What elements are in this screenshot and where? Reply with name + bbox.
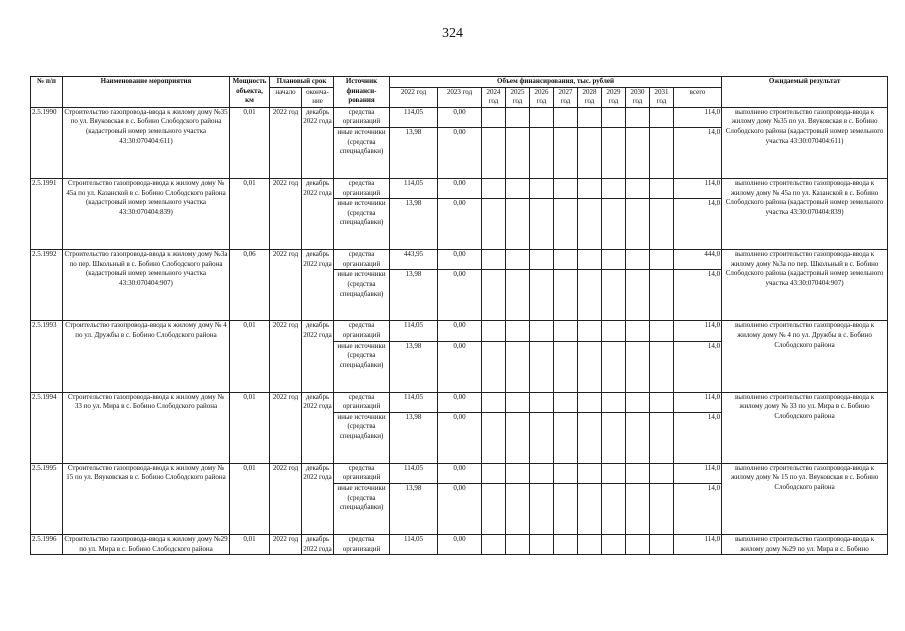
- empty-cell: [626, 412, 650, 463]
- empty-cell: [602, 392, 626, 412]
- value-2022: 13,98: [390, 270, 438, 321]
- empty-cell: [578, 483, 602, 534]
- value-2023: 0,00: [438, 250, 482, 270]
- empty-cell: [530, 392, 554, 412]
- empty-cell: [626, 107, 650, 127]
- end-term: декабрь 2022 года: [302, 250, 334, 321]
- table-header: [31, 77, 888, 108]
- empty-cell: [482, 178, 506, 198]
- empty-cell: [578, 392, 602, 412]
- row-number: 2.5.1993: [31, 321, 63, 392]
- empty-cell: [530, 270, 554, 321]
- header-total: всего: [674, 87, 722, 107]
- value-2022: 443,95: [390, 250, 438, 270]
- empty-cell: [626, 250, 650, 270]
- funding-source: иные источники (средства спецнадбавки): [334, 483, 390, 534]
- value-2022: 114,05: [390, 178, 438, 198]
- empty-cell: [530, 341, 554, 392]
- header-year: 2023 год: [438, 87, 482, 107]
- value-2022: 13,98: [390, 412, 438, 463]
- value-2022: 13,98: [390, 127, 438, 178]
- empty-cell: [650, 127, 674, 178]
- empty-cell: [602, 199, 626, 250]
- empty-cell: [602, 178, 626, 198]
- row-number: 2.5.1991: [31, 178, 63, 249]
- expected-result: выполнено строительство газопровода-ввода к жилому дому №35 по ул. Вяуковская в с. Бобино Слободского района (кадастровый номер земельного участка 43:30:070404:611): [722, 107, 888, 178]
- empty-cell: [650, 534, 674, 554]
- total-value: 114,0: [674, 463, 722, 483]
- value-2023: 0,00: [438, 199, 482, 250]
- value-2022: 13,98: [390, 199, 438, 250]
- table-row: [31, 534, 888, 554]
- empty-cell: [578, 199, 602, 250]
- table-row: [31, 250, 888, 270]
- empty-cell: [482, 534, 506, 554]
- start-term: 2022 год: [270, 392, 302, 463]
- capacity-value: 0,01: [230, 178, 270, 249]
- empty-cell: [506, 250, 530, 270]
- header-year: 2028 год: [578, 87, 602, 107]
- end-term: декабрь 2022 года: [302, 321, 334, 392]
- empty-cell: [506, 534, 530, 554]
- empty-cell: [482, 321, 506, 341]
- start-term: 2022 год: [270, 178, 302, 249]
- empty-cell: [554, 412, 578, 463]
- empty-cell: [602, 412, 626, 463]
- empty-cell: [650, 321, 674, 341]
- capacity-value: 0,01: [230, 534, 270, 554]
- table-row: [31, 463, 888, 483]
- empty-cell: [506, 270, 530, 321]
- empty-cell: [530, 250, 554, 270]
- empty-cell: [626, 463, 650, 483]
- value-2023: 0,00: [438, 270, 482, 321]
- capacity-value: 0,06: [230, 250, 270, 321]
- activity-name: Строительство газопровода-ввода к жилому дому № 4 по ул. Дружбы в с. Бобино Слободского района: [63, 321, 230, 392]
- empty-cell: [554, 270, 578, 321]
- funding-source: иные источники (средства спецнадбавки): [334, 341, 390, 392]
- empty-cell: [554, 321, 578, 341]
- expected-result: выполнено строительство газопровода-ввода к жилому дому № 15 по ул. Вяуковская в с. Бобино Слободского района: [722, 463, 888, 534]
- funding-source: иные источники (средства спецнадбавки): [334, 412, 390, 463]
- header-num: № п/п: [31, 77, 63, 108]
- total-value: 14,0: [674, 199, 722, 250]
- start-term: 2022 год: [270, 250, 302, 321]
- empty-cell: [578, 127, 602, 178]
- header-plan-term: Плановый срок: [270, 77, 334, 88]
- value-2023: 0,00: [438, 463, 482, 483]
- value-2022: 13,98: [390, 341, 438, 392]
- end-term: декабрь 2022 года: [302, 178, 334, 249]
- expected-result: выполнено строительство газопровода-ввода к жилому дому №29 по ул. Мира в с. Бобино: [722, 534, 888, 554]
- empty-cell: [578, 321, 602, 341]
- empty-cell: [482, 270, 506, 321]
- empty-cell: [578, 250, 602, 270]
- empty-cell: [530, 463, 554, 483]
- value-2023: 0,00: [438, 392, 482, 412]
- header-year: 2022 год: [390, 87, 438, 107]
- funding-source: средства организаций: [334, 178, 390, 198]
- total-value: 114,0: [674, 534, 722, 554]
- financing-table: [30, 76, 888, 555]
- empty-cell: [578, 178, 602, 198]
- header-source: Источник финанси-рования: [334, 77, 390, 108]
- value-2023: 0,00: [438, 534, 482, 554]
- funding-source: средства организаций: [334, 392, 390, 412]
- empty-cell: [650, 463, 674, 483]
- value-2023: 0,00: [438, 107, 482, 127]
- empty-cell: [650, 392, 674, 412]
- empty-cell: [602, 250, 626, 270]
- end-term: декабрь 2022 года: [302, 107, 334, 178]
- total-value: 114,0: [674, 392, 722, 412]
- empty-cell: [554, 534, 578, 554]
- header-result: Ожидаемый результат: [722, 77, 888, 108]
- value-2022: 114,05: [390, 463, 438, 483]
- empty-cell: [602, 127, 626, 178]
- empty-cell: [578, 341, 602, 392]
- empty-cell: [530, 107, 554, 127]
- table-row: [31, 321, 888, 341]
- empty-cell: [530, 412, 554, 463]
- empty-cell: [650, 270, 674, 321]
- empty-cell: [506, 392, 530, 412]
- empty-cell: [626, 321, 650, 341]
- funding-source: иные источники (средства спецнадбавки): [334, 199, 390, 250]
- empty-cell: [650, 250, 674, 270]
- empty-cell: [530, 321, 554, 341]
- row-number: 2.5.1996: [31, 534, 63, 554]
- empty-cell: [554, 463, 578, 483]
- empty-cell: [554, 107, 578, 127]
- empty-cell: [482, 199, 506, 250]
- activity-name: Строительство газопровода-ввода к жилому дому №35 по ул. Вяуковская в с. Бобино Слободского района (кадастровый номер земельного участка 43:30:070404:611): [63, 107, 230, 178]
- value-2022: 114,05: [390, 534, 438, 554]
- empty-cell: [482, 250, 506, 270]
- header-capacity: Мощность объекта, км: [230, 77, 270, 108]
- header-year: 2029 год: [602, 87, 626, 107]
- header-volume: Объем финансирования, тыс. рублей: [390, 77, 722, 88]
- empty-cell: [578, 107, 602, 127]
- table-row: [31, 107, 888, 127]
- row-number: 2.5.1992: [31, 250, 63, 321]
- capacity-value: 0,01: [230, 463, 270, 534]
- empty-cell: [578, 534, 602, 554]
- empty-cell: [482, 107, 506, 127]
- empty-cell: [530, 178, 554, 198]
- end-term: декабрь 2022 года: [302, 463, 334, 534]
- expected-result: выполнено строительство газопровода-ввода к жилому дому № 4 по ул. Дружбы в с. Бобино Слободского района: [722, 321, 888, 392]
- funding-source: средства организаций: [334, 534, 390, 554]
- empty-cell: [602, 483, 626, 534]
- start-term: 2022 год: [270, 321, 302, 392]
- empty-cell: [554, 250, 578, 270]
- empty-cell: [482, 127, 506, 178]
- empty-cell: [554, 127, 578, 178]
- empty-cell: [506, 341, 530, 392]
- header-year: 2027 год: [554, 87, 578, 107]
- empty-cell: [506, 483, 530, 534]
- empty-cell: [506, 321, 530, 341]
- funding-source: средства организаций: [334, 463, 390, 483]
- empty-cell: [650, 107, 674, 127]
- value-2022: 114,05: [390, 392, 438, 412]
- capacity-value: 0,01: [230, 321, 270, 392]
- header-name: Наименование мероприятия: [63, 77, 230, 108]
- capacity-value: 0,01: [230, 392, 270, 463]
- empty-cell: [482, 392, 506, 412]
- empty-cell: [482, 463, 506, 483]
- funding-source: средства организаций: [334, 321, 390, 341]
- total-value: 14,0: [674, 341, 722, 392]
- empty-cell: [554, 178, 578, 198]
- value-2022: 114,05: [390, 321, 438, 341]
- empty-cell: [602, 270, 626, 321]
- empty-cell: [626, 199, 650, 250]
- activity-name: Строительство газопровода-ввода к жилому дому №3а по пер. Школьный в с. Бобино Слободского района (кадастровый номер земельного участка 43:30:070404:907): [63, 250, 230, 321]
- empty-cell: [530, 483, 554, 534]
- header-start: начало: [270, 87, 302, 107]
- funding-source: средства организаций: [334, 107, 390, 127]
- empty-cell: [554, 483, 578, 534]
- activity-name: Строительство газопровода-ввода к жилому дому № 45а по ул. Казанской в с. Бобино Слободского района (кадастровый номер земельного участка 43:30:070404:839): [63, 178, 230, 249]
- total-value: 114,0: [674, 107, 722, 127]
- expected-result: выполнено строительство газопровода-ввода к жилому дому № 33 по ул. Мира в с. Бобино Слободского района: [722, 392, 888, 463]
- empty-cell: [602, 534, 626, 554]
- empty-cell: [626, 127, 650, 178]
- value-2023: 0,00: [438, 127, 482, 178]
- header-end: оконча-ние: [302, 87, 334, 107]
- activity-name: Строительство газопровода-ввода к жилому дому № 15 по ул. Вяуковская в с. Бобино Слободского района: [63, 463, 230, 534]
- empty-cell: [506, 127, 530, 178]
- empty-cell: [626, 483, 650, 534]
- value-2023: 0,00: [438, 412, 482, 463]
- empty-cell: [650, 341, 674, 392]
- row-number: 2.5.1990: [31, 107, 63, 178]
- empty-cell: [602, 321, 626, 341]
- empty-cell: [626, 534, 650, 554]
- funding-source: средства организаций: [334, 250, 390, 270]
- empty-cell: [626, 341, 650, 392]
- empty-cell: [602, 463, 626, 483]
- empty-cell: [482, 412, 506, 463]
- table-row: [31, 392, 888, 412]
- row-number: 2.5.1994: [31, 392, 63, 463]
- empty-cell: [554, 199, 578, 250]
- empty-cell: [626, 270, 650, 321]
- header-year: 2031 год: [650, 87, 674, 107]
- empty-cell: [650, 412, 674, 463]
- value-2023: 0,00: [438, 178, 482, 198]
- end-term: декабрь 2022 года: [302, 392, 334, 463]
- start-term: 2022 год: [270, 107, 302, 178]
- empty-cell: [482, 483, 506, 534]
- empty-cell: [626, 392, 650, 412]
- empty-cell: [650, 483, 674, 534]
- empty-cell: [530, 199, 554, 250]
- value-2022: 114,05: [390, 107, 438, 127]
- empty-cell: [506, 463, 530, 483]
- empty-cell: [650, 178, 674, 198]
- empty-cell: [554, 392, 578, 412]
- empty-cell: [482, 341, 506, 392]
- header-year: 2025 год: [506, 87, 530, 107]
- total-value: 14,0: [674, 127, 722, 178]
- empty-cell: [530, 534, 554, 554]
- total-value: 14,0: [674, 270, 722, 321]
- empty-cell: [578, 463, 602, 483]
- total-value: 14,0: [674, 412, 722, 463]
- value-2023: 0,00: [438, 321, 482, 341]
- start-term: 2022 год: [270, 534, 302, 554]
- end-term: декабрь 2022 года: [302, 534, 334, 554]
- empty-cell: [578, 270, 602, 321]
- empty-cell: [650, 199, 674, 250]
- empty-cell: [554, 341, 578, 392]
- value-2023: 0,00: [438, 483, 482, 534]
- expected-result: выполнено строительство газопровода-ввода к жилому дому №3а по пер. Школьный в с. Бобино Слободского района (кадастровый номер земельного участка 43:30:070404:907): [722, 250, 888, 321]
- total-value: 114,0: [674, 321, 722, 341]
- row-number: 2.5.1995: [31, 463, 63, 534]
- start-term: 2022 год: [270, 463, 302, 534]
- funding-source: иные источники (средства спецнадбавки): [334, 270, 390, 321]
- expected-result: выполнено строительство газопровода-ввода к жилому дому № 45а по ул. Казанской в с. Бобино Слободского района (кадастровый номер земельного участка 43:30:070404:839): [722, 178, 888, 249]
- page-number: 324: [442, 26, 463, 41]
- empty-cell: [602, 341, 626, 392]
- empty-cell: [506, 199, 530, 250]
- value-2022: 13,98: [390, 483, 438, 534]
- empty-cell: [626, 178, 650, 198]
- activity-name: Строительство газопровода-ввода к жилому дому №29 по ул. Мира в с. Бобино Слободского района: [63, 534, 230, 554]
- empty-cell: [506, 412, 530, 463]
- total-value: 114,0: [674, 178, 722, 198]
- header-year: 2024 год: [482, 87, 506, 107]
- capacity-value: 0,01: [230, 107, 270, 178]
- empty-cell: [602, 107, 626, 127]
- activity-name: Строительство газопровода-ввода к жилому дому № 33 по ул. Мира в с. Бобино Слободского района: [63, 392, 230, 463]
- table-body: [31, 107, 888, 554]
- header-year: 2030 год: [626, 87, 650, 107]
- empty-cell: [530, 127, 554, 178]
- value-2023: 0,00: [438, 341, 482, 392]
- total-value: 14,0: [674, 483, 722, 534]
- table-row: [31, 178, 888, 198]
- empty-cell: [578, 412, 602, 463]
- empty-cell: [506, 107, 530, 127]
- total-value: 444,0: [674, 250, 722, 270]
- empty-cell: [506, 178, 530, 198]
- funding-source: иные источники (средства спецнадбавки): [334, 127, 390, 178]
- header-year: 2026 год: [530, 87, 554, 107]
